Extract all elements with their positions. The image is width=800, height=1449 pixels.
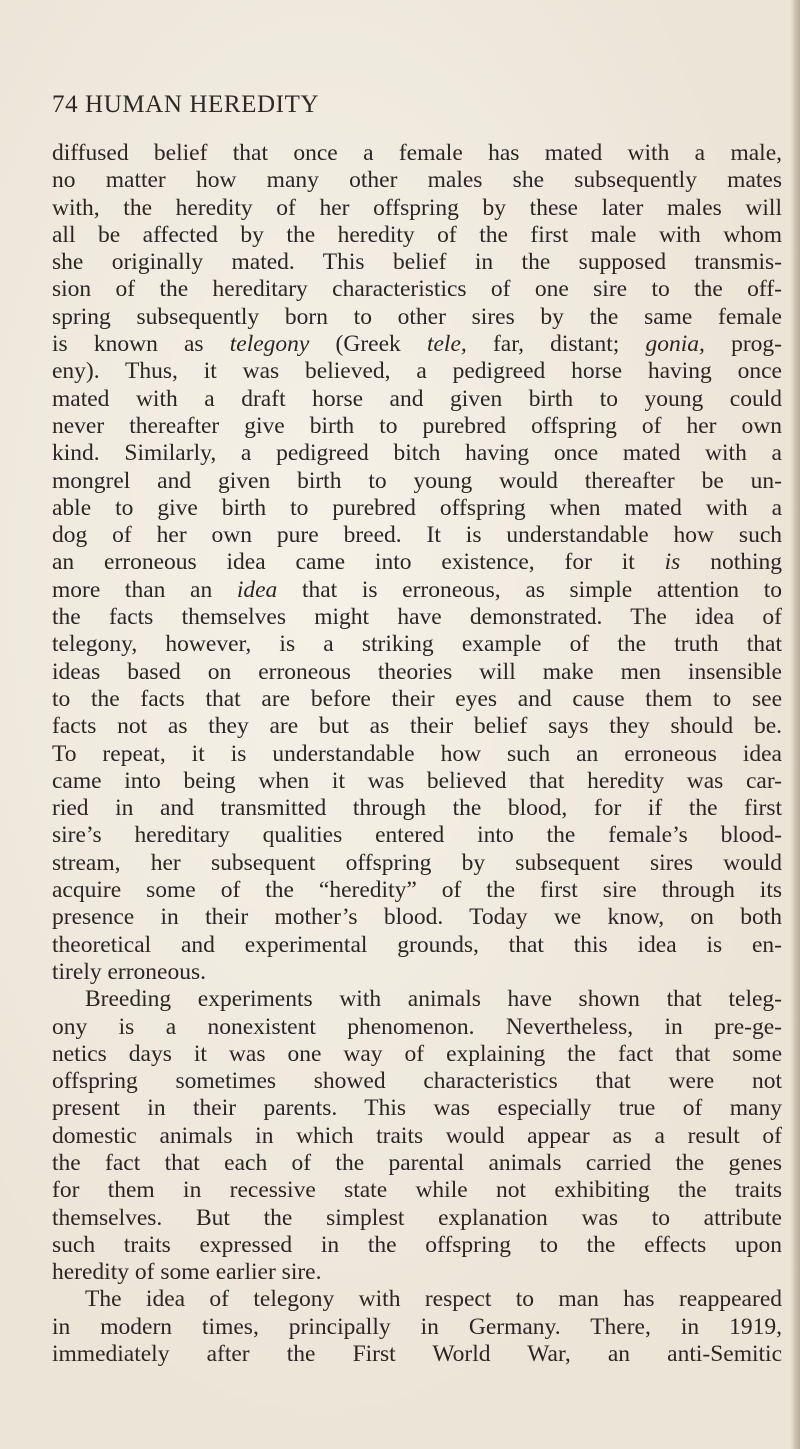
text-line: sire’s hereditary qualities entered into the female’s blood- — [52, 822, 782, 849]
text-line: never thereafter give birth to purebred offspring of her own — [52, 412, 782, 439]
text-line: themselves. But the simplest explanation was to attribute — [52, 1204, 782, 1231]
italic-term: telegony — [229, 331, 310, 358]
text-line: dog of her own pure breed. It is understandable how such — [52, 522, 782, 549]
italic-term: tele, — [426, 331, 467, 358]
text-line — [52, 549, 782, 576]
text-line: offspring sometimes showed characteristics that were not — [52, 1068, 782, 1095]
text-line: The idea of telegony with respect to man has reappeared — [85, 1286, 782, 1313]
text-line: able to give birth to purebred offspring when mated with a — [52, 494, 782, 521]
text-line: with, the heredity of her offspring by these later males will — [52, 194, 782, 221]
text-line: theoretical and experimental grounds, that this idea is en- — [52, 931, 782, 958]
text-line: spring subsequently born to other sires by the same female — [52, 303, 782, 330]
text-run: prog- — [704, 331, 782, 358]
text-line: ried in and transmitted through the blood, for if the first — [52, 795, 782, 822]
text-line: in modern times, principally in Germany. There, in 1919, — [52, 1313, 782, 1340]
text-line: mated with a draft horse and given birth to young could — [52, 385, 782, 412]
italic-term: gonia, — [645, 331, 705, 358]
text-line: acquire some of the “heredity” of the first sire through its — [52, 877, 782, 904]
text-line: domestic animals in which traits would appear as a result of — [52, 1122, 782, 1149]
page-edge-shadow — [790, 0, 800, 1449]
text-line: diffused belief that once a female has mated with a male, — [52, 140, 782, 166]
text-line: she originally mated. This belief in the supposed transmis- — [52, 249, 782, 276]
text-run: is known as — [52, 331, 230, 358]
text-run: more than an — [52, 576, 237, 603]
text-line: sion of the hereditary characteristics of one sire to the off- — [52, 276, 782, 303]
text-line: facts not as they are but as their belief says they should be. — [52, 713, 782, 740]
text-line: Breeding experiments with animals have shown that teleg- — [85, 986, 782, 1013]
text-line: the facts themselves might have demonstrated. The idea of — [52, 604, 782, 631]
text-line: immediately after the First World War, an anti-Semitic — [52, 1341, 782, 1368]
text-line: for them in recessive state while not exhibiting the traits — [52, 1177, 782, 1204]
text-line: presence in their mother’s blood. Today we know, on both — [52, 904, 782, 931]
text-run: an erroneous idea came into existence, for it — [52, 549, 665, 576]
text-line: came into being when it was believed that heredity was car- — [52, 767, 782, 794]
text-line: mongrel and given birth to young would thereafter be un- — [52, 467, 782, 494]
text-run: nothing — [680, 549, 782, 576]
italic-term: idea — [236, 576, 278, 603]
running-head: 74 HUMAN HEREDITY — [52, 91, 320, 118]
text-line: heredity of some earlier sire. — [52, 1259, 322, 1286]
text-line: ideas based on erroneous theories will make men insensible — [52, 658, 782, 685]
text-line — [52, 577, 782, 604]
text-line: to the facts that are before their eyes and cause them to see — [52, 685, 782, 712]
text-line: such traits expressed in the offspring to the effects upon — [52, 1231, 782, 1258]
text-run: (Greek — [309, 331, 427, 358]
body-text — [52, 140, 782, 1368]
text-line: tirely erroneous. — [52, 958, 207, 985]
text-line: present in their parents. This was especially true of many — [52, 1095, 782, 1122]
text-run: far, distant; — [466, 331, 646, 358]
text-line — [52, 331, 782, 358]
text-run: that is erroneous, as simple attention to — [277, 576, 782, 603]
text-line: all be affected by the heredity of the first male with whom — [52, 221, 782, 248]
text-line: stream, her subsequent offspring by subsequent sires would — [52, 849, 782, 876]
text-line: To repeat, it is understandable how such an erroneous idea — [52, 740, 782, 767]
text-line: ony is a nonexistent phenomenon. Nevertheless, in pre-ge- — [52, 1013, 782, 1040]
italic-term: is — [664, 549, 681, 576]
text-line: kind. Similarly, a pedigreed bitch having once mated with a — [52, 440, 782, 467]
text-line: no matter how many other males she subsequently mates — [52, 167, 782, 194]
text-line: telegony, however, is a striking example of the truth that — [52, 631, 782, 658]
text-line: eny). Thus, it was believed, a pedigreed horse having once — [52, 358, 782, 385]
text-line: the fact that each of the parental animals carried the genes — [52, 1149, 782, 1176]
text-line: netics days it was one way of explaining the fact that some — [52, 1040, 782, 1067]
